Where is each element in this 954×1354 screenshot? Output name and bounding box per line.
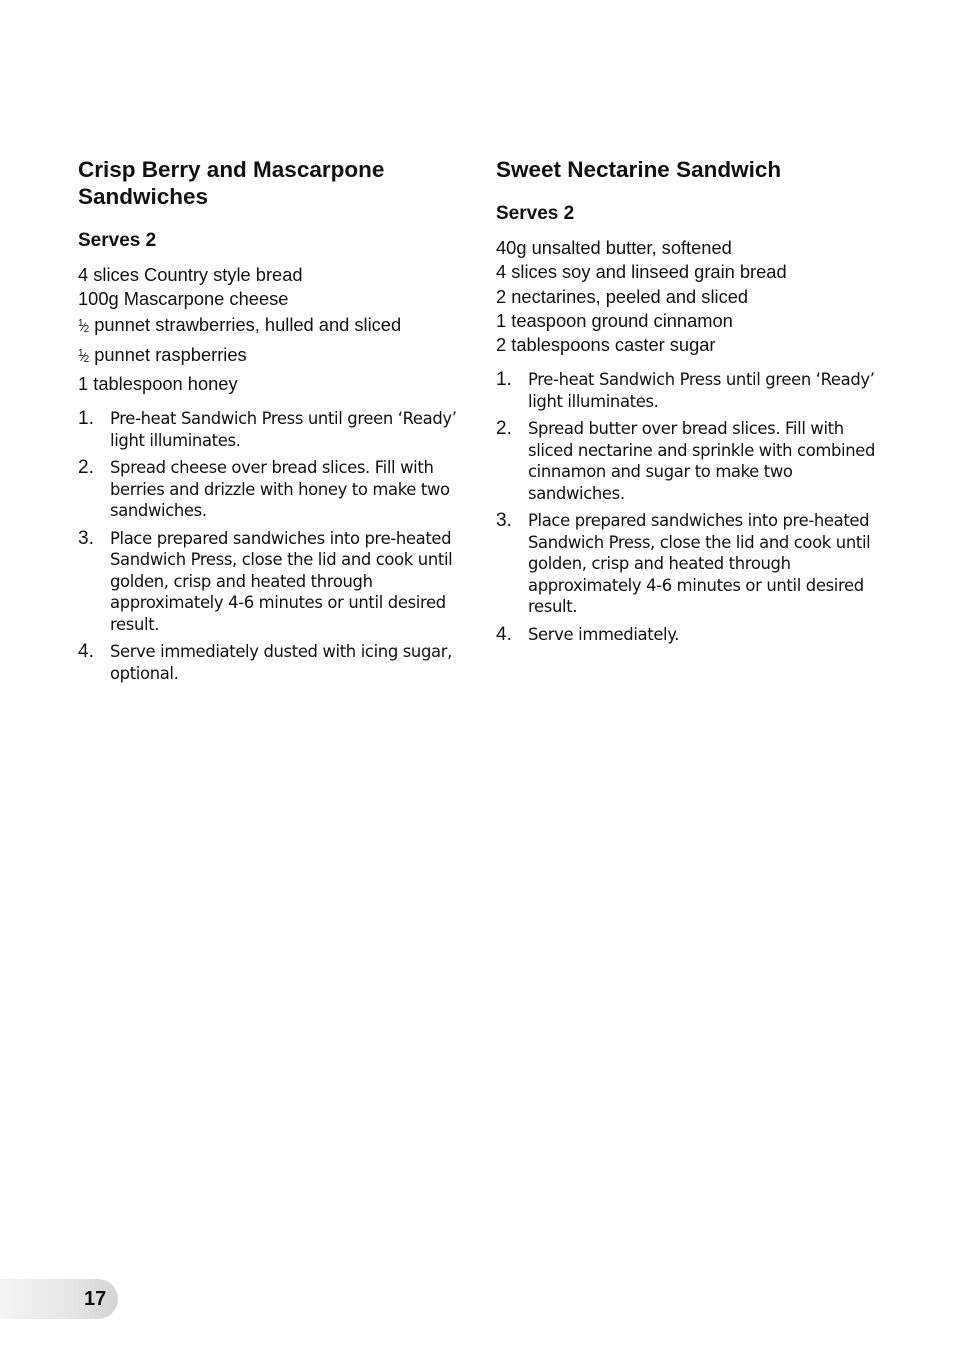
method-steps (78, 408, 463, 684)
method-steps (496, 369, 881, 645)
ingredient-item: 2 tablespoons caster sugar (496, 334, 716, 356)
recipe-title: Crisp Berry and Mascarpone Sandwiches (78, 157, 385, 209)
ingredient-item: 4 slices soy and linseed grain bread (496, 261, 787, 283)
method-step (78, 528, 463, 636)
page-number: 17 (84, 1288, 107, 1310)
method-step (78, 641, 463, 684)
step-number: 3. (496, 510, 512, 532)
step-number: 3. (78, 527, 94, 549)
method-step (78, 408, 463, 451)
step-text: Pre-heat Sandwich Press until green ‘Ready’ light illuminates. (528, 370, 875, 411)
step-text: Place prepared sandwiches into pre-heated Sandwich Press, close the lid and cook until golden, crisp and heated through approximately 4-6 minutes or until desired result. (110, 528, 453, 634)
ingredient-item: 4 slices Country style bread (78, 264, 303, 285)
method-step (496, 369, 881, 412)
step-text: Place prepared sandwiches into pre-heated Sandwich Press, close the lid and cook until golden, crisp and heated through approximately 4-6 minutes or until desired result. (528, 511, 871, 617)
step-number: 2. (496, 418, 512, 440)
ingredient-item: 40g unsalted butter, softened (496, 237, 732, 258)
ingredient-item: 1 teaspoon ground cinnamon (496, 309, 733, 331)
step-number: 1. (496, 369, 512, 391)
method-step (78, 457, 463, 522)
step-number: 4. (78, 641, 94, 663)
method-step (496, 624, 881, 646)
recipe-sweet-nectarine (496, 156, 881, 651)
fraction-half: $^1⁄_2$ (78, 347, 89, 365)
step-number: 2. (78, 457, 94, 479)
step-text: Serve immediately dusted with icing sugar, optional. (110, 642, 452, 683)
ingredient-list (78, 263, 463, 396)
recipe-title: Sweet Nectarine Sandwich (496, 157, 782, 182)
recipe-crisp-berry (78, 156, 463, 690)
step-number: 4. (496, 623, 512, 645)
ingredient-item: $^1⁄_2$ punnet raspberries (78, 343, 247, 365)
step-text: Serve immediately. (528, 624, 680, 644)
fraction-half: $^1⁄_2$ (78, 317, 89, 335)
step-text: Pre-heat Sandwich Press until green ‘Ready’ light illuminates. (110, 409, 457, 450)
step-number: 1. (78, 408, 94, 430)
ingredient-list (496, 236, 881, 357)
ingredient-item: 100g Mascarpone cheese (78, 288, 289, 310)
ingredient-item: 2 nectarines, peeled and sliced (496, 285, 749, 307)
method-step (496, 510, 881, 618)
step-text: Spread butter over bread slices. Fill with sliced nectarine and sprinkle with combined cinnamon and sugar to make two sandwiches. (528, 419, 876, 503)
serves-label: Serves 2 (78, 230, 157, 251)
ingredient-item: $^1⁄_2$ punnet strawberries, hulled and sliced (78, 313, 402, 335)
ingredient-item: 1 tablespoon honey (78, 373, 238, 395)
step-text: Spread cheese over bread slices. Fill with berries and drizzle with honey to make two sandwiches. (110, 458, 450, 521)
method-step (496, 418, 881, 504)
serves-label: Serves 2 (496, 203, 575, 224)
